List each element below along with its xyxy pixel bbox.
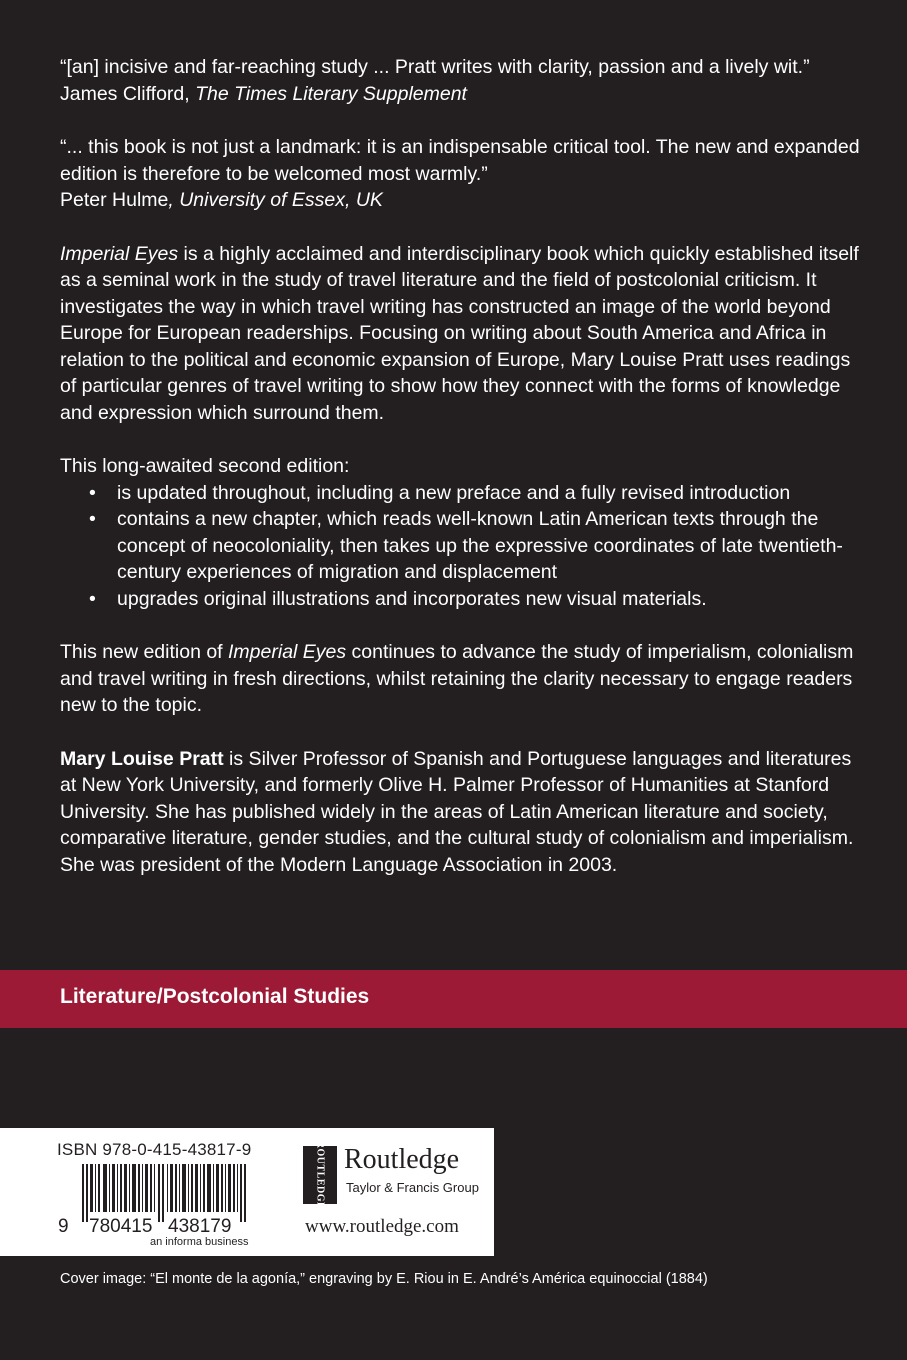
list-item: [60, 506, 860, 586]
author-bio-body: is Silver Professor of Spanish and Portuguese languages and literatures at New York University, and formerly Olive H. Palmer Professor of Humanities at Stanford University. She has published widely in the areas of Latin American literature and society, comparative literature, gender studies, and the cultural study of colonialism and imperialism. She was president of the Modern Language Association in 2003.: [60, 747, 854, 876]
barcode-left-digits: 780415: [89, 1216, 153, 1236]
back-cover-text: [60, 54, 860, 878]
new-edition-paragraph: [60, 639, 860, 719]
barcode-panel: [0, 1128, 494, 1256]
quote-text: “[an] incisive and far-reaching study ... Pratt writes with clarity, passion and a lively wit.”: [60, 56, 810, 78]
bullet-text: upgrades original illustrations and incorporates new visual materials.: [117, 587, 707, 610]
quote-author: Peter Hulme: [60, 189, 169, 211]
publisher-url: www.routledge.com: [305, 1216, 459, 1237]
new-edition-text-end: continues to advance the study of imperialism, colonialism and travel writing in fresh directions, whilst retaining the clarity necessary to engage readers new to the topic.: [60, 641, 854, 716]
description-body: is a highly acclaimed and interdisciplinary book which quickly established itself as a seminal work in the study of travel literature and the field of postcolonial criticism. It investigates the way in which travel writing has constructed an image of the world beyond Europe for European readerships. Focusing on writing about South America and Africa in relation to the political and economic expansion of Europe, Mary Louise Pratt uses readings of particular genres of travel writing to show how they connect with the forms of knowledge and expression which surround them.: [60, 242, 859, 424]
quote-source: The Times Literary Supplement: [195, 82, 467, 105]
quote-attribution: [60, 81, 860, 108]
informa-label: an informa business: [150, 1236, 249, 1248]
list-item: [60, 586, 860, 613]
book-title-italic: Imperial Eyes: [228, 641, 347, 663]
routledge-logo-icon: [303, 1140, 337, 1210]
bullet-text: is updated throughout, including a new preface and a fully revised introduction: [117, 481, 791, 504]
quote-author: James Clifford,: [60, 82, 196, 105]
barcode-right-digits: 438179: [168, 1216, 232, 1236]
new-edition-text-start: This new edition of: [60, 641, 229, 663]
quote-attribution: [60, 187, 860, 214]
bullet-icon: •: [89, 587, 96, 610]
cover-credit: Cover image: “El monte de la agonía,” engraving by E. Riou in E. André’s América equinoccial (1884): [60, 1271, 708, 1287]
bullet-icon: •: [89, 508, 96, 530]
bullet-text: contains a new chapter, which reads well-known Latin American texts through the concept of neocoloniality, then takes up the expressive coordinates of late twentieth-century experiences of migration and displacement: [117, 508, 843, 583]
category-band: [0, 970, 907, 1028]
author-bio: [60, 746, 860, 879]
category-label: Literature/Postcolonial Studies: [60, 985, 370, 1008]
quote-text: “... this book is not just a landmark: it is an indispensable critical tool. The new and expanded edition is therefore to be welcomed most warmly.”: [60, 136, 860, 185]
list-item: [60, 480, 860, 507]
review-quote: [60, 54, 860, 107]
author-name: Mary Louise Pratt: [60, 747, 224, 770]
barcode-lead-digit: 9: [58, 1216, 69, 1236]
quote-source: , University of Essex, UK: [168, 189, 383, 211]
edition-bullet-list: [60, 480, 860, 613]
book-title-italic: Imperial Eyes: [60, 242, 179, 265]
edition-intro: This long-awaited second edition:: [60, 455, 350, 477]
barcode: [0, 1164, 270, 1236]
review-quote: [60, 134, 860, 214]
publisher-name: Routledge: [344, 1144, 460, 1175]
bullet-icon: •: [89, 481, 96, 504]
logo-vertical-text: ROUTLEDGE: [314, 1140, 326, 1210]
publisher-group: Taylor & Francis Group: [346, 1180, 479, 1195]
book-description: [60, 241, 860, 427]
isbn-label: ISBN 978-0-415-43817-9: [57, 1140, 252, 1159]
